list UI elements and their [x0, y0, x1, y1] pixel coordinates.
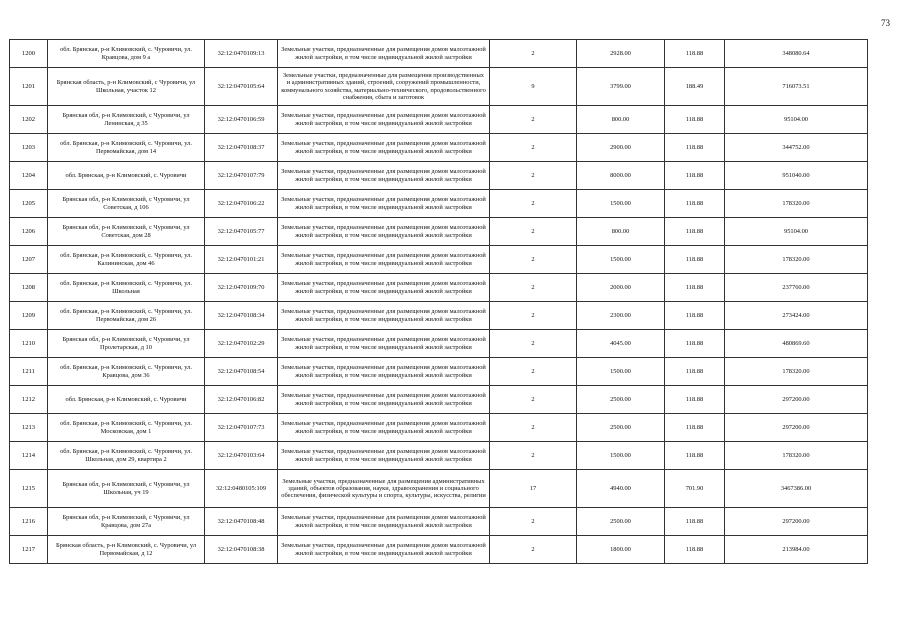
specific-value-cell: 118.88 — [665, 40, 725, 68]
land-valuation-table — [9, 39, 868, 564]
address-cell: Брянская обл, р-н Климовский, с Чуровичи, ул Советская, дом 28 — [48, 218, 205, 246]
row-number-cell: 1207 — [10, 246, 48, 274]
address-cell: Брянская область, р-н Климовский, с Чуровичи, ул Школьная, участок 12 — [48, 68, 205, 106]
specific-value-cell: 701.90 — [665, 470, 725, 508]
cadastral-number-cell: 32:12:0470108:37 — [205, 134, 278, 162]
row-number-cell: 1200 — [10, 40, 48, 68]
address-cell: обл. Брянская, р-н Климовский, с. Чуровичи — [48, 162, 205, 190]
specific-value-cell: 118.88 — [665, 442, 725, 470]
cadastral-value-cell: 3467386.00 — [725, 470, 868, 508]
land-use-purpose-cell: Земельные участки, предназначенные для размещения домов малоэтажной жилой застройки, в том числе индивидуальной жилой застройки — [278, 190, 490, 218]
use-group-cell: 2 — [490, 134, 577, 162]
cadastral-number-cell: 32:12:0470105:77 — [205, 218, 278, 246]
row-number-cell: 1203 — [10, 134, 48, 162]
cadastral-number-cell: 32:12:0470108:38 — [205, 536, 278, 564]
land-use-purpose-cell: Земельные участки, предназначенные для размещения домов малоэтажной жилой застройки, в том числе индивидуальной жилой застройки — [278, 246, 490, 274]
land-use-purpose-cell: Земельные участки, предназначенные для размещения домов малоэтажной жилой застройки, в том числе индивидуальной жилой застройки — [278, 386, 490, 414]
land-use-purpose-cell: Земельные участки, предназначенные для размещения домов малоэтажной жилой застройки, в том числе индивидуальной жилой застройки — [278, 302, 490, 330]
use-group-cell: 9 — [490, 68, 577, 106]
land-use-purpose-cell: Земельные участки, предназначенные для размещения административных зданий, объектов образования, науки, здравоохранения и социального обеспечения, физической культуры и спорта, культуры, искусства, религии — [278, 470, 490, 508]
cadastral-value-cell: 95104.00 — [725, 218, 868, 246]
land-use-purpose-cell: Земельные участки, предназначенные для размещения домов малоэтажной жилой застройки, в том числе индивидуальной жилой застройки — [278, 218, 490, 246]
cadastral-value-cell: 951040.00 — [725, 162, 868, 190]
specific-value-cell: 118.88 — [665, 302, 725, 330]
address-cell: обл. Брянская, р-н Климовский, с. Чуровичи, ул. Школьная, дом 29, квартира 2 — [48, 442, 205, 470]
cadastral-value-cell: 297200.00 — [725, 386, 868, 414]
area-cell: 4940.00 — [577, 470, 665, 508]
area-cell: 2500.00 — [577, 386, 665, 414]
table-row — [10, 246, 868, 274]
table-row — [10, 134, 868, 162]
cadastral-number-cell: 32:12:0470109:70 — [205, 274, 278, 302]
table-row — [10, 190, 868, 218]
use-group-cell: 2 — [490, 106, 577, 134]
cadastral-value-cell: 178320.00 — [725, 190, 868, 218]
specific-value-cell: 118.88 — [665, 386, 725, 414]
specific-value-cell: 118.88 — [665, 106, 725, 134]
address-cell: обл. Брянская, р-н Климовский, с. Чуровичи, ул. Первомайская, дом 14 — [48, 134, 205, 162]
address-cell: Брянская обл, р-н Климовский, с Чуровичи, ул Ленинская, д 35 — [48, 106, 205, 134]
area-cell: 800.00 — [577, 218, 665, 246]
address-cell: Брянская обл, р-н Климовский, с Чуровичи, ул Пролетарская, д 10 — [48, 330, 205, 358]
row-number-cell: 1211 — [10, 358, 48, 386]
specific-value-cell: 118.88 — [665, 414, 725, 442]
table-row — [10, 358, 868, 386]
land-use-purpose-cell: Земельные участки, предназначенные для размещения домов малоэтажной жилой застройки, в том числе индивидуальной жилой застройки — [278, 106, 490, 134]
use-group-cell: 2 — [490, 40, 577, 68]
table-row — [10, 40, 868, 68]
table-row — [10, 274, 868, 302]
cadastral-value-cell: 297200.00 — [725, 508, 868, 536]
cadastral-value-cell: 213984.00 — [725, 536, 868, 564]
area-cell: 2500.00 — [577, 508, 665, 536]
address-cell: Брянская обл, р-н Климовский, с Чуровичи, ул Кравцова, дом 27а — [48, 508, 205, 536]
table-row — [10, 508, 868, 536]
use-group-cell: 2 — [490, 386, 577, 414]
area-cell: 1500.00 — [577, 190, 665, 218]
cadastral-value-cell: 237760.00 — [725, 274, 868, 302]
row-number-cell: 1213 — [10, 414, 48, 442]
use-group-cell: 2 — [490, 330, 577, 358]
address-cell: обл. Брянская, р-н Климовский, с. Чуровичи — [48, 386, 205, 414]
area-cell: 2928.00 — [577, 40, 665, 68]
use-group-cell: 2 — [490, 508, 577, 536]
cadastral-number-cell: 32:12:0470106:59 — [205, 106, 278, 134]
use-group-cell: 2 — [490, 246, 577, 274]
table-body — [10, 40, 868, 564]
cadastral-value-cell: 344752.00 — [725, 134, 868, 162]
specific-value-cell: 118.88 — [665, 162, 725, 190]
address-cell: обл. Брянская, р-н Климовский, с. Чуровичи, ул. Московская, дом 1 — [48, 414, 205, 442]
specific-value-cell: 118.88 — [665, 190, 725, 218]
cadastral-value-cell: 178320.00 — [725, 442, 868, 470]
address-cell: обл. Брянская, р-н Климовский, с. Чуровичи, ул. Школьная — [48, 274, 205, 302]
row-number-cell: 1210 — [10, 330, 48, 358]
land-use-purpose-cell: Земельные участки, предназначенные для размещения домов малоэтажной жилой застройки, в том числе индивидуальной жилой застройки — [278, 162, 490, 190]
row-number-cell: 1206 — [10, 218, 48, 246]
row-number-cell: 1208 — [10, 274, 48, 302]
page-number: 73 — [881, 18, 890, 28]
specific-value-cell: 118.88 — [665, 134, 725, 162]
land-use-purpose-cell: Земельные участки, предназначенные для размещения домов малоэтажной жилой застройки, в том числе индивидуальной жилой застройки — [278, 442, 490, 470]
table-row — [10, 162, 868, 190]
land-use-purpose-cell: Земельные участки, предназначенные для размещения домов малоэтажной жилой застройки, в том числе индивидуальной жилой застройки — [278, 414, 490, 442]
use-group-cell: 2 — [490, 358, 577, 386]
area-cell: 2900.00 — [577, 134, 665, 162]
cadastral-number-cell: 32:12:0470108:34 — [205, 302, 278, 330]
cadastral-value-cell: 178320.00 — [725, 358, 868, 386]
land-use-purpose-cell: Земельные участки, предназначенные для размещения домов малоэтажной жилой застройки, в том числе индивидуальной жилой застройки — [278, 40, 490, 68]
row-number-cell: 1217 — [10, 536, 48, 564]
row-number-cell: 1204 — [10, 162, 48, 190]
area-cell: 1800.00 — [577, 536, 665, 564]
address-cell: обл. Брянская, р-н Климовский, с. Чуровичи, ул. Калининская, дом 46 — [48, 246, 205, 274]
use-group-cell: 2 — [490, 536, 577, 564]
specific-value-cell: 118.88 — [665, 536, 725, 564]
row-number-cell: 1201 — [10, 68, 48, 106]
cadastral-value-cell: 178320.00 — [725, 246, 868, 274]
specific-value-cell: 118.88 — [665, 274, 725, 302]
use-group-cell: 2 — [490, 414, 577, 442]
cadastral-number-cell: 32:12:0470105:64 — [205, 68, 278, 106]
specific-value-cell: 118.88 — [665, 508, 725, 536]
area-cell: 1500.00 — [577, 442, 665, 470]
row-number-cell: 1212 — [10, 386, 48, 414]
area-cell: 2000.00 — [577, 274, 665, 302]
land-use-purpose-cell: Земельные участки, предназначенные для размещения домов малоэтажной жилой застройки, в том числе индивидуальной жилой застройки — [278, 358, 490, 386]
row-number-cell: 1209 — [10, 302, 48, 330]
cadastral-value-cell: 348080.64 — [725, 40, 868, 68]
use-group-cell: 2 — [490, 218, 577, 246]
cadastral-number-cell: 32:12:0470106:82 — [205, 386, 278, 414]
cadastral-number-cell: 32:12:0470107:73 — [205, 414, 278, 442]
cadastral-value-cell: 95104.00 — [725, 106, 868, 134]
table-row — [10, 106, 868, 134]
area-cell: 8000.00 — [577, 162, 665, 190]
cadastral-value-cell: 297200.00 — [725, 414, 868, 442]
table-row — [10, 218, 868, 246]
address-cell: Брянская обл, р-н Климовский, с Чуровичи, ул Советская, д 106 — [48, 190, 205, 218]
use-group-cell: 2 — [490, 162, 577, 190]
cadastral-number-cell: 32:12:0470108:54 — [205, 358, 278, 386]
specific-value-cell: 118.88 — [665, 246, 725, 274]
cadastral-number-cell: 32:12:0470108:48 — [205, 508, 278, 536]
cadastral-value-cell: 480869.60 — [725, 330, 868, 358]
cadastral-number-cell: 32:12:0470102:29 — [205, 330, 278, 358]
table-row — [10, 68, 868, 106]
cadastral-number-cell: 32:12:0470107:79 — [205, 162, 278, 190]
area-cell: 2300.00 — [577, 302, 665, 330]
row-number-cell: 1215 — [10, 470, 48, 508]
use-group-cell: 2 — [490, 302, 577, 330]
table-row — [10, 330, 868, 358]
use-group-cell: 17 — [490, 470, 577, 508]
cadastral-value-cell: 273424.00 — [725, 302, 868, 330]
area-cell: 2500.00 — [577, 414, 665, 442]
land-use-purpose-cell: Земельные участки, предназначенные для размещения домов малоэтажной жилой застройки, в том числе индивидуальной жилой застройки — [278, 536, 490, 564]
use-group-cell: 2 — [490, 442, 577, 470]
cadastral-number-cell: 32:12:0470106:22 — [205, 190, 278, 218]
address-cell: обл. Брянская, р-н Климовский, с. Чуровичи, ул. Кравцова, дом 36 — [48, 358, 205, 386]
specific-value-cell: 118.88 — [665, 330, 725, 358]
cadastral-number-cell: 32:12:0470103:64 — [205, 442, 278, 470]
address-cell: обл. Брянская, р-н Климовский, с. Чуровичи, ул. Кравцова, дом 9 а — [48, 40, 205, 68]
cadastral-number-cell: 32:12:0470109:13 — [205, 40, 278, 68]
land-use-purpose-cell: Земельные участки, предназначенные для размещения домов малоэтажной жилой застройки, в том числе индивидуальной жилой застройки — [278, 134, 490, 162]
area-cell: 800.00 — [577, 106, 665, 134]
address-cell: Брянская обл, р-н Климовский, с Чуровичи, ул Школьная, уч 19 — [48, 470, 205, 508]
table-row — [10, 536, 868, 564]
table-row — [10, 302, 868, 330]
cadastral-value-cell: 716073.51 — [725, 68, 868, 106]
table-row — [10, 442, 868, 470]
area-cell: 1500.00 — [577, 358, 665, 386]
land-use-purpose-cell: Земельные участки, предназначенные для размещения производственных и административных зданий, строений, сооружений промышленности, коммунального хозяйства, материально-технического, продовольственного снабжения, сбыта и заготовок — [278, 68, 490, 106]
use-group-cell: 2 — [490, 274, 577, 302]
use-group-cell: 2 — [490, 190, 577, 218]
land-use-purpose-cell: Земельные участки, предназначенные для размещения домов малоэтажной жилой застройки, в том числе индивидуальной жилой застройки — [278, 508, 490, 536]
table-row — [10, 470, 868, 508]
row-number-cell: 1214 — [10, 442, 48, 470]
address-cell: Брянская область, р-н Климовский, с. Чуровичи, ул Первомайская, д 12 — [48, 536, 205, 564]
land-use-purpose-cell: Земельные участки, предназначенные для размещения домов малоэтажной жилой застройки, в том числе индивидуальной жилой застройки — [278, 330, 490, 358]
row-number-cell: 1216 — [10, 508, 48, 536]
row-number-cell: 1202 — [10, 106, 48, 134]
cadastral-number-cell: 32:12:0480105:109 — [205, 470, 278, 508]
specific-value-cell: 118.88 — [665, 358, 725, 386]
table-row — [10, 386, 868, 414]
specific-value-cell: 118.88 — [665, 218, 725, 246]
specific-value-cell: 188.49 — [665, 68, 725, 106]
cadastral-number-cell: 32:12:0470101:21 — [205, 246, 278, 274]
area-cell: 3799.00 — [577, 68, 665, 106]
table-row — [10, 414, 868, 442]
area-cell: 4045.00 — [577, 330, 665, 358]
row-number-cell: 1205 — [10, 190, 48, 218]
area-cell: 1500.00 — [577, 246, 665, 274]
address-cell: обл. Брянская, р-н Климовский, с. Чуровичи, ул. Первомайская, дом 26 — [48, 302, 205, 330]
land-use-purpose-cell: Земельные участки, предназначенные для размещения домов малоэтажной жилой застройки, в том числе индивидуальной жилой застройки — [278, 274, 490, 302]
